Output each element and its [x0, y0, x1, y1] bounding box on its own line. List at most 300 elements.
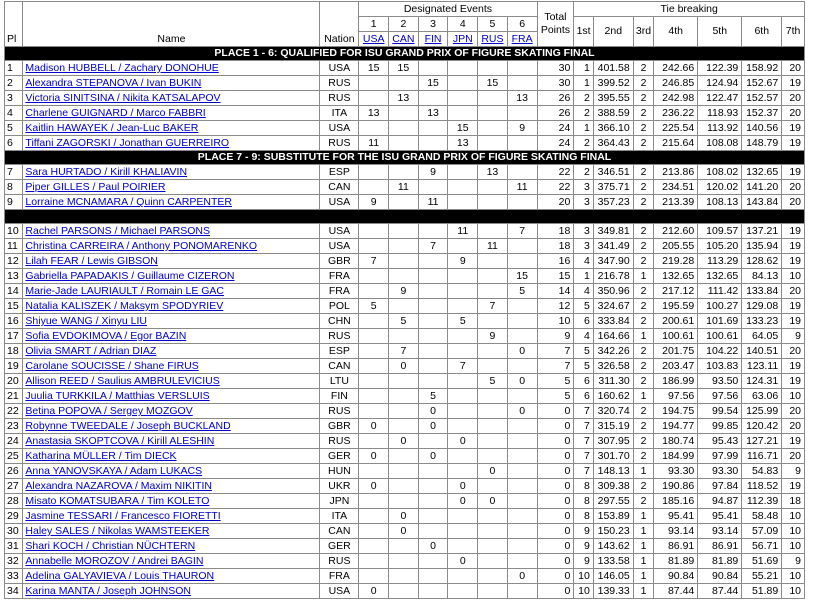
skater-link[interactable]: Misato KOMATSUBARA / Tim KOLETO: [25, 495, 210, 507]
tie-break-cell: 3: [574, 180, 593, 195]
event-points-cell: [478, 269, 508, 284]
event-points-cell: [389, 464, 419, 479]
total-points-cell: 0: [537, 464, 574, 479]
place-cell: 18: [5, 344, 23, 359]
tie-break-cell: 132.65: [698, 269, 742, 284]
event-points-cell: 13: [418, 106, 448, 121]
event-points-cell: [418, 509, 448, 524]
tie-break-cell: 20: [782, 449, 805, 464]
event-points-cell: [359, 180, 389, 195]
tie-break-cell: 8: [574, 509, 593, 524]
event-usa-header[interactable]: [359, 32, 389, 47]
event-points-cell: [389, 404, 419, 419]
event-points-cell: [507, 254, 537, 269]
event-number-header: 3: [418, 17, 448, 32]
name-cell[interactable]: [23, 180, 320, 195]
nation-cell: GER: [320, 539, 359, 554]
tie-break-cell: 219.28: [654, 254, 698, 269]
name-cell[interactable]: [23, 449, 320, 464]
place-cell: 16: [5, 314, 23, 329]
skater-link[interactable]: Shiyue WANG / Xinyu LIU: [25, 315, 147, 327]
tie-break-cell: 93.30: [698, 464, 742, 479]
tie-break-cell: 9: [574, 539, 593, 554]
nation-cell: CAN: [320, 524, 359, 539]
total-points-cell: 0: [537, 509, 574, 524]
table-row: [5, 449, 805, 464]
event-jpn-header[interactable]: [448, 32, 478, 47]
event-points-cell: 15: [448, 121, 478, 136]
name-cell[interactable]: [23, 359, 320, 374]
tie-break-cell: 113.92: [698, 121, 742, 136]
skater-link[interactable]: Carolane SOUCISSE / Shane FIRUS: [25, 360, 199, 372]
name-cell[interactable]: [23, 165, 320, 180]
event-rus-header[interactable]: [478, 32, 508, 47]
event-points-cell: 0: [389, 509, 419, 524]
tie-break-cell: 158.92: [742, 61, 782, 76]
event-points-cell: [507, 539, 537, 554]
tie-break-cell: 216.78: [593, 269, 633, 284]
tie-break-cell: 2: [633, 434, 653, 449]
event-points-cell: [478, 344, 508, 359]
event-points-cell: [389, 479, 419, 494]
tie-break-cell: 94.87: [698, 494, 742, 509]
nation-cell: USA: [320, 61, 359, 76]
tie-break-cell: 10: [782, 584, 805, 599]
skater-link[interactable]: Jasmine TESSARI / Francesco FIORETTI: [25, 510, 221, 522]
name-cell[interactable]: [23, 284, 320, 299]
event-points-cell: [448, 344, 478, 359]
tie-break-cell: 2: [633, 165, 653, 180]
event-points-cell: 13: [478, 165, 508, 180]
tie-break-cell: 93.14: [654, 524, 698, 539]
skater-link[interactable]: Gabriella PAPADAKIS / Guillaume CIZERON: [25, 270, 235, 282]
name-cell[interactable]: [23, 344, 320, 359]
name-cell[interactable]: [23, 524, 320, 539]
event-fra-header[interactable]: [507, 32, 537, 47]
tie-break-cell: 132.65: [742, 165, 782, 180]
event-points-cell: 0: [478, 464, 508, 479]
name-cell[interactable]: [23, 269, 320, 284]
name-cell[interactable]: [23, 106, 320, 121]
event-points-cell: [507, 239, 537, 254]
tie-break-cell: 1: [574, 61, 593, 76]
skater-link[interactable]: Natalia KALISZEK / Maksym SPODYRIEV: [25, 300, 224, 312]
table-row: [5, 180, 805, 195]
pl-header: Pl: [5, 2, 23, 47]
total-points-cell: 0: [537, 524, 574, 539]
event-points-cell: [389, 449, 419, 464]
tie-break-cell: 133.84: [742, 284, 782, 299]
tie-break-cell: 297.55: [593, 494, 633, 509]
nation-cell: USA: [320, 224, 359, 239]
event-points-cell: 0: [389, 359, 419, 374]
table-row: [5, 106, 805, 121]
tie-break-cell: 20: [782, 106, 805, 121]
tie-break-cell: 87.44: [698, 584, 742, 599]
event-points-cell: 0: [448, 554, 478, 569]
name-cell[interactable]: [23, 254, 320, 269]
skater-link[interactable]: Madison HUBBELL / Zachary DONOHUE: [25, 62, 219, 74]
skater-link[interactable]: Lilah FEAR / Lewis GIBSON: [25, 255, 158, 267]
name-cell[interactable]: [23, 299, 320, 314]
name-cell[interactable]: [23, 494, 320, 509]
skater-link[interactable]: Lorraine MCNAMARA / Quinn CARPENTER: [25, 196, 232, 208]
event-points-cell: 0: [507, 344, 537, 359]
nation-cell: USA: [320, 195, 359, 210]
event-points-cell: 9: [389, 284, 419, 299]
tie-break-cell: 7: [574, 404, 593, 419]
skater-link[interactable]: Olivia SMART / Adrian DIAZ: [25, 345, 157, 357]
place-cell: 17: [5, 329, 23, 344]
total-points-cell: 5: [537, 389, 574, 404]
tie-break-cell: 20: [782, 404, 805, 419]
table-row: [5, 404, 805, 419]
name-cell[interactable]: [23, 554, 320, 569]
event-points-cell: 11: [418, 195, 448, 210]
event-points-cell: 9: [418, 165, 448, 180]
tie-break-cell: 349.81: [593, 224, 633, 239]
nation-cell: ESP: [320, 344, 359, 359]
table-row: [5, 494, 805, 509]
tie-break-cell: 152.57: [742, 91, 782, 106]
nation-cell: ITA: [320, 106, 359, 121]
name-cell[interactable]: [23, 389, 320, 404]
tie-break-cell: 242.98: [654, 91, 698, 106]
event-link[interactable]: JPN: [452, 32, 473, 45]
skater-link[interactable]: Victoria SINITSINA / Nikita KATSALAPOV: [25, 92, 221, 104]
event-points-cell: [389, 224, 419, 239]
name-cell[interactable]: [23, 404, 320, 419]
tie-break-cell: 195.59: [654, 299, 698, 314]
event-points-cell: [448, 269, 478, 284]
event-points-cell: 0: [359, 479, 389, 494]
event-link[interactable]: FRA: [511, 32, 533, 45]
tie-break-cell: 20: [782, 419, 805, 434]
tie-break-cell: 2: [633, 136, 653, 151]
skater-link[interactable]: Haley SALES / Nikolas WAMSTEEKER: [25, 525, 210, 537]
tie-col-header: 4th: [654, 17, 698, 47]
skater-link[interactable]: Robynne TWEEDALE / Joseph BUCKLAND: [25, 420, 231, 432]
tie-break-cell: 2: [633, 299, 653, 314]
place-cell: 7: [5, 165, 23, 180]
tie-break-cell: 20: [782, 344, 805, 359]
place-cell: 5: [5, 121, 23, 136]
event-points-cell: [448, 180, 478, 195]
event-points-cell: [359, 464, 389, 479]
skater-link[interactable]: Marie-Jade LAURIAULT / Romain LE GAC: [25, 285, 225, 297]
tie-break-cell: 1: [633, 584, 653, 599]
name-cell[interactable]: [23, 136, 320, 151]
event-points-cell: [389, 136, 419, 151]
tie-break-cell: 236.22: [654, 106, 698, 121]
event-points-cell: [359, 539, 389, 554]
tie-break-cell: 10: [782, 569, 805, 584]
tie-break-cell: 2: [633, 195, 653, 210]
tie-break-cell: 185.16: [654, 494, 698, 509]
event-points-cell: 11: [507, 180, 537, 195]
tie-break-cell: 118.52: [742, 479, 782, 494]
tie-break-cell: 122.39: [698, 61, 742, 76]
event-points-cell: 9: [507, 121, 537, 136]
name-cell[interactable]: [23, 374, 320, 389]
tie-break-cell: 3: [574, 224, 593, 239]
tie-break-cell: 3: [574, 195, 593, 210]
tie-break-cell: 2: [633, 314, 653, 329]
place-cell: 12: [5, 254, 23, 269]
event-points-cell: [507, 449, 537, 464]
tie-break-cell: 246.85: [654, 76, 698, 91]
table-row: [5, 76, 805, 91]
event-points-cell: [448, 449, 478, 464]
total-points-cell: 0: [537, 449, 574, 464]
event-points-cell: [478, 434, 508, 449]
tie-break-cell: 2: [633, 106, 653, 121]
event-link[interactable]: USA: [362, 32, 385, 45]
skater-link[interactable]: Karina MANTA / Joseph JOHNSON: [25, 585, 191, 597]
event-points-cell: [478, 404, 508, 419]
skater-link[interactable]: Adelina GALYAVIEVA / Louis THAURON: [25, 570, 215, 582]
event-points-cell: [448, 539, 478, 554]
total-points-cell: 18: [537, 239, 574, 254]
event-link[interactable]: FIN: [424, 32, 442, 45]
place-cell: 34: [5, 584, 23, 599]
skater-link[interactable]: Juulia TURKKILA / Matthias VERSLUIS: [25, 390, 210, 402]
name-cell[interactable]: [23, 584, 320, 599]
place-cell: 27: [5, 479, 23, 494]
tie-break-cell: 54.83: [742, 464, 782, 479]
place-cell: 14: [5, 284, 23, 299]
name-cell[interactable]: [23, 224, 320, 239]
name-cell[interactable]: [23, 479, 320, 494]
event-points-cell: [478, 314, 508, 329]
event-points-cell: [418, 254, 448, 269]
tie-break-cell: 57.09: [742, 524, 782, 539]
tie-break-cell: 203.47: [654, 359, 698, 374]
event-points-cell: 0: [507, 374, 537, 389]
tie-break-cell: 19: [782, 121, 805, 136]
tie-break-cell: 97.56: [654, 389, 698, 404]
event-points-cell: [389, 374, 419, 389]
tie-break-cell: 103.83: [698, 359, 742, 374]
name-cell[interactable]: [23, 195, 320, 210]
event-points-cell: [478, 61, 508, 76]
event-points-cell: [507, 106, 537, 121]
tie-break-cell: 19: [782, 359, 805, 374]
event-points-cell: [507, 434, 537, 449]
event-points-cell: [418, 569, 448, 584]
table-row: [5, 584, 805, 599]
tie-col-header: 5th: [698, 17, 742, 47]
place-cell: 2: [5, 76, 23, 91]
event-link[interactable]: RUS: [481, 32, 504, 45]
section-header: [5, 47, 805, 61]
tie-break-cell: 333.84: [593, 314, 633, 329]
tie-break-cell: 10: [782, 269, 805, 284]
event-points-cell: [359, 76, 389, 91]
section-header: [5, 151, 805, 165]
skater-link[interactable]: Sofia EVDOKIMOVA / Egor BAZIN: [25, 330, 187, 342]
event-points-cell: 0: [418, 449, 448, 464]
tie-break-cell: 2: [633, 239, 653, 254]
tie-break-cell: 315.19: [593, 419, 633, 434]
table-row: [5, 344, 805, 359]
total-points-cell: 26: [537, 91, 574, 106]
event-points-cell: 0: [389, 434, 419, 449]
event-points-cell: [478, 254, 508, 269]
table-row: [5, 569, 805, 584]
name-cell[interactable]: [23, 434, 320, 449]
tie-break-cell: 19: [782, 434, 805, 449]
total-points-cell: 18: [537, 224, 574, 239]
tie-break-cell: 55.21: [742, 569, 782, 584]
tie-break-cell: 139.33: [593, 584, 633, 599]
tie-breaking-header: Tie breaking: [574, 2, 805, 17]
tie-break-cell: 19: [782, 239, 805, 254]
tie-break-cell: 140.51: [742, 344, 782, 359]
nation-cell: ITA: [320, 509, 359, 524]
skater-link[interactable]: Sara HURTADO / Kirill KHALIAVIN: [25, 166, 188, 178]
event-points-cell: [359, 509, 389, 524]
tie-break-cell: 213.39: [654, 195, 698, 210]
event-points-cell: [389, 254, 419, 269]
name-cell[interactable]: [23, 314, 320, 329]
tie-break-cell: 2: [633, 224, 653, 239]
name-cell[interactable]: [23, 464, 320, 479]
tie-col-header: 6th: [742, 17, 782, 47]
tie-break-cell: 51.89: [742, 584, 782, 599]
tie-break-cell: 97.84: [698, 479, 742, 494]
skater-link[interactable]: Anastasia SKOPTCOVA / Kirill ALESHIN: [25, 435, 215, 447]
tie-break-cell: 19: [782, 254, 805, 269]
tie-break-cell: 90.84: [698, 569, 742, 584]
table-row: [5, 389, 805, 404]
tie-break-cell: 1: [574, 76, 593, 91]
event-link[interactable]: CAN: [392, 32, 415, 45]
tie-break-cell: 2: [633, 359, 653, 374]
event-points-cell: [359, 554, 389, 569]
name-cell[interactable]: [23, 509, 320, 524]
event-points-cell: [507, 61, 537, 76]
name-cell[interactable]: [23, 569, 320, 584]
tie-break-cell: 1: [633, 509, 653, 524]
event-points-cell: [448, 584, 478, 599]
tie-break-cell: 19: [782, 374, 805, 389]
nation-cell: RUS: [320, 434, 359, 449]
name-cell[interactable]: [23, 419, 320, 434]
tie-break-cell: 148.13: [593, 464, 633, 479]
name-cell[interactable]: [23, 239, 320, 254]
event-points-cell: [418, 61, 448, 76]
skater-link[interactable]: Tiffani ZAGORSKI / Jonathan GUERREIRO: [25, 137, 230, 149]
place-cell: 32: [5, 554, 23, 569]
event-points-cell: [448, 284, 478, 299]
name-cell[interactable]: [23, 329, 320, 344]
tie-break-cell: 357.23: [593, 195, 633, 210]
event-fin-header[interactable]: [418, 32, 448, 47]
event-points-cell: [418, 224, 448, 239]
name-cell[interactable]: [23, 61, 320, 76]
skater-link[interactable]: Shari KOCH / Christian NÜCHTERN: [25, 540, 196, 552]
tie-break-cell: 51.69: [742, 554, 782, 569]
event-points-cell: 15: [359, 61, 389, 76]
skater-link[interactable]: Piper GILLES / Paul POIRIER: [25, 181, 166, 193]
event-points-cell: 11: [359, 136, 389, 151]
skater-link[interactable]: Charlene GUIGNARD / Marco FABBRI: [25, 107, 206, 119]
nation-cell: USA: [320, 239, 359, 254]
event-points-cell: [448, 76, 478, 91]
event-points-cell: [507, 76, 537, 91]
tie-break-cell: 104.22: [698, 344, 742, 359]
tie-break-cell: 217.12: [654, 284, 698, 299]
tie-break-cell: 4: [574, 284, 593, 299]
name-cell[interactable]: [23, 91, 320, 106]
tie-break-cell: 146.05: [593, 569, 633, 584]
skater-link[interactable]: Kaitlin HAWAYEK / Jean-Luc BAKER: [25, 122, 199, 134]
skater-link[interactable]: Alexandra NAZAROVA / Maxim NIKITIN: [25, 480, 212, 492]
tie-break-cell: 10: [782, 539, 805, 554]
event-points-cell: 15: [478, 76, 508, 91]
skater-link[interactable]: Allison REED / Saulius AMBRULEVICIUS: [25, 375, 220, 387]
total-points-cell: 24: [537, 136, 574, 151]
event-can-header[interactable]: [389, 32, 419, 47]
name-cell[interactable]: [23, 539, 320, 554]
event-points-cell: [359, 239, 389, 254]
event-points-cell: [507, 419, 537, 434]
tie-break-cell: 108.13: [698, 195, 742, 210]
skater-link[interactable]: Betina POPOVA / Sergey MOZGOV: [25, 405, 193, 417]
skater-link[interactable]: Katharina MÜLLER / Tim DIECK: [25, 450, 177, 462]
place-cell: 19: [5, 359, 23, 374]
tie-break-cell: 184.99: [654, 449, 698, 464]
tie-break-cell: 2: [633, 344, 653, 359]
tie-break-cell: 9: [574, 524, 593, 539]
table-row: [5, 329, 805, 344]
tie-break-cell: 2: [633, 449, 653, 464]
place-cell: 22: [5, 404, 23, 419]
total-points-cell: 5: [537, 374, 574, 389]
event-points-cell: 0: [478, 494, 508, 509]
skater-link[interactable]: Anna YANOVSKAYA / Adam LUKACS: [25, 465, 203, 477]
event-points-cell: [359, 389, 389, 404]
skater-link[interactable]: Alexandra STEPANOVA / Ivan BUKIN: [25, 77, 202, 89]
name-cell[interactable]: [23, 76, 320, 91]
event-points-cell: [389, 569, 419, 584]
event-points-cell: [478, 449, 508, 464]
event-points-cell: [418, 284, 448, 299]
tie-break-cell: 2: [633, 121, 653, 136]
event-points-cell: 0: [418, 539, 448, 554]
tie-break-cell: 97.99: [698, 449, 742, 464]
place-cell: 20: [5, 374, 23, 389]
total-points-cell: 10: [537, 314, 574, 329]
tie-break-cell: 93.50: [698, 374, 742, 389]
event-points-cell: 7: [418, 239, 448, 254]
table-row: [5, 509, 805, 524]
event-points-cell: [418, 554, 448, 569]
tie-break-cell: 101.69: [698, 314, 742, 329]
table-row: [5, 554, 805, 569]
nation-cell: FRA: [320, 284, 359, 299]
tie-break-cell: 205.55: [654, 239, 698, 254]
place-cell: 26: [5, 464, 23, 479]
event-points-cell: [478, 389, 508, 404]
name-cell[interactable]: [23, 121, 320, 136]
skater-link[interactable]: Rachel PARSONS / Michael PARSONS: [25, 225, 211, 237]
skater-link[interactable]: Annabelle MOROZOV / Andrei BAGIN: [25, 555, 204, 567]
event-points-cell: [359, 344, 389, 359]
tie-break-cell: 212.60: [654, 224, 698, 239]
skater-link[interactable]: Christina CARREIRA / Anthony PONOMARENKO: [25, 240, 258, 252]
